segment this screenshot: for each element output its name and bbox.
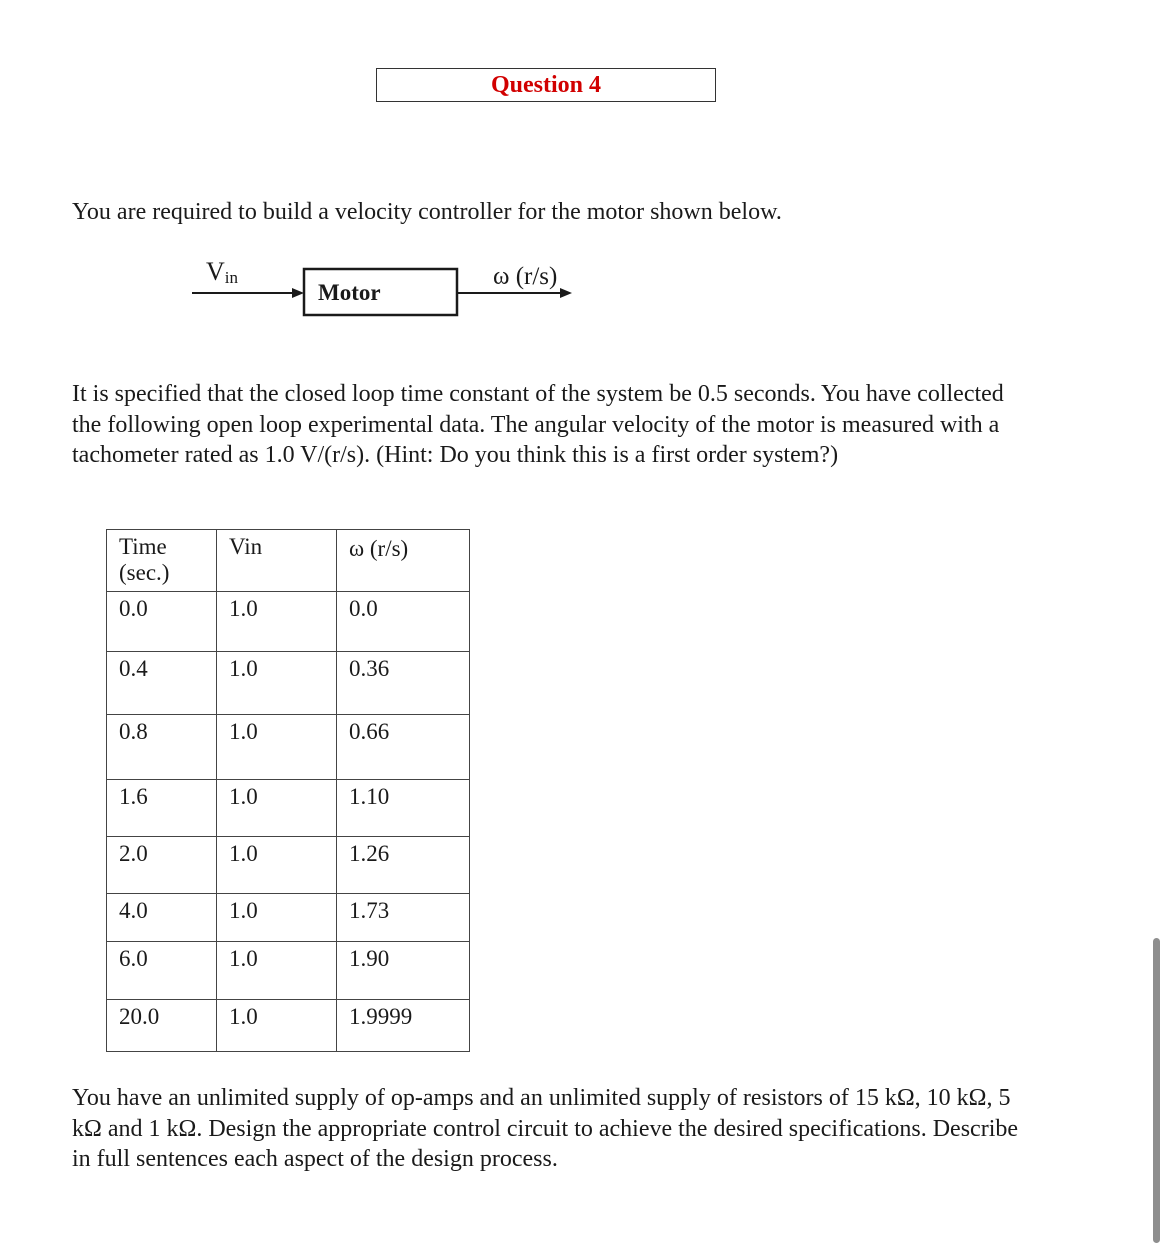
table-row xyxy=(107,894,470,942)
header-omega: ω (r/s) xyxy=(337,530,470,592)
cell-time: 20.0 xyxy=(107,1000,217,1052)
cell-time: 0.0 xyxy=(107,592,217,652)
motor-block-diagram xyxy=(180,250,600,330)
question-title: Question 4 xyxy=(490,71,601,98)
closing-text: You have an unlimited supply of op-amps and an unlimited supply of resistors of 15 kΩ, 10 kΩ, 5 kΩ and 1 kΩ. Design the appropriate control circuit to achieve the desired specifications. Describe in full sentences each aspect of the design process. xyxy=(72,1085,1019,1172)
table-row xyxy=(107,592,470,652)
table-row xyxy=(107,780,470,837)
cell-time: 0.8 xyxy=(107,715,217,780)
output-label: ω (r/s) xyxy=(493,263,558,290)
cell-time: 2.0 xyxy=(107,837,217,894)
cell-vin: 1.0 xyxy=(217,592,337,652)
cell-vin: 1.0 xyxy=(217,1000,337,1052)
cell-omega: 1.10 xyxy=(337,780,470,837)
header-time: Time (sec.) xyxy=(107,530,217,592)
cell-time: 4.0 xyxy=(107,894,217,942)
cell-omega: 1.9999 xyxy=(337,1000,470,1052)
table-row xyxy=(107,652,470,715)
experimental-data-table xyxy=(106,529,470,1052)
motor-block-label: Motor xyxy=(318,280,381,305)
cell-omega: 0.66 xyxy=(337,715,470,780)
table-row xyxy=(107,715,470,780)
input-subscript: in xyxy=(224,268,239,287)
cell-vin: 1.0 xyxy=(217,942,337,1000)
cell-omega: 1.73 xyxy=(337,894,470,942)
cell-omega: 0.36 xyxy=(337,652,470,715)
output-arrowhead xyxy=(560,288,572,298)
cell-vin: 1.0 xyxy=(217,652,337,715)
cell-vin: 1.0 xyxy=(217,837,337,894)
table-header-row xyxy=(107,530,470,592)
input-label: Vin xyxy=(206,257,239,287)
cell-vin: 1.0 xyxy=(217,780,337,837)
cell-vin: 1.0 xyxy=(217,715,337,780)
cell-time: 0.4 xyxy=(107,652,217,715)
cell-omega: 1.26 xyxy=(337,837,470,894)
cell-omega: 1.90 xyxy=(337,942,470,1000)
question-title-box xyxy=(376,68,716,102)
cell-vin: 1.0 xyxy=(217,894,337,942)
specification-text: It is specified that the closed loop time constant of the system be 0.5 seconds. You have collected the following open loop experimental data. The angular velocity of the motor is measured with a tachometer rated as 1.0 V/(r/s). (Hint: Do you think this is a first order system?) xyxy=(72,381,1004,468)
header-vin: Vin xyxy=(217,530,337,592)
cell-omega: 0.0 xyxy=(337,592,470,652)
table-row xyxy=(107,837,470,894)
cell-time: 6.0 xyxy=(107,942,217,1000)
cell-time: 1.6 xyxy=(107,780,217,837)
scrollbar[interactable] xyxy=(1153,938,1160,1243)
table-row xyxy=(107,1000,470,1052)
intro-text: You are required to build a velocity controller for the motor shown below. xyxy=(72,199,782,225)
table-row xyxy=(107,942,470,1000)
input-arrowhead xyxy=(292,288,304,298)
